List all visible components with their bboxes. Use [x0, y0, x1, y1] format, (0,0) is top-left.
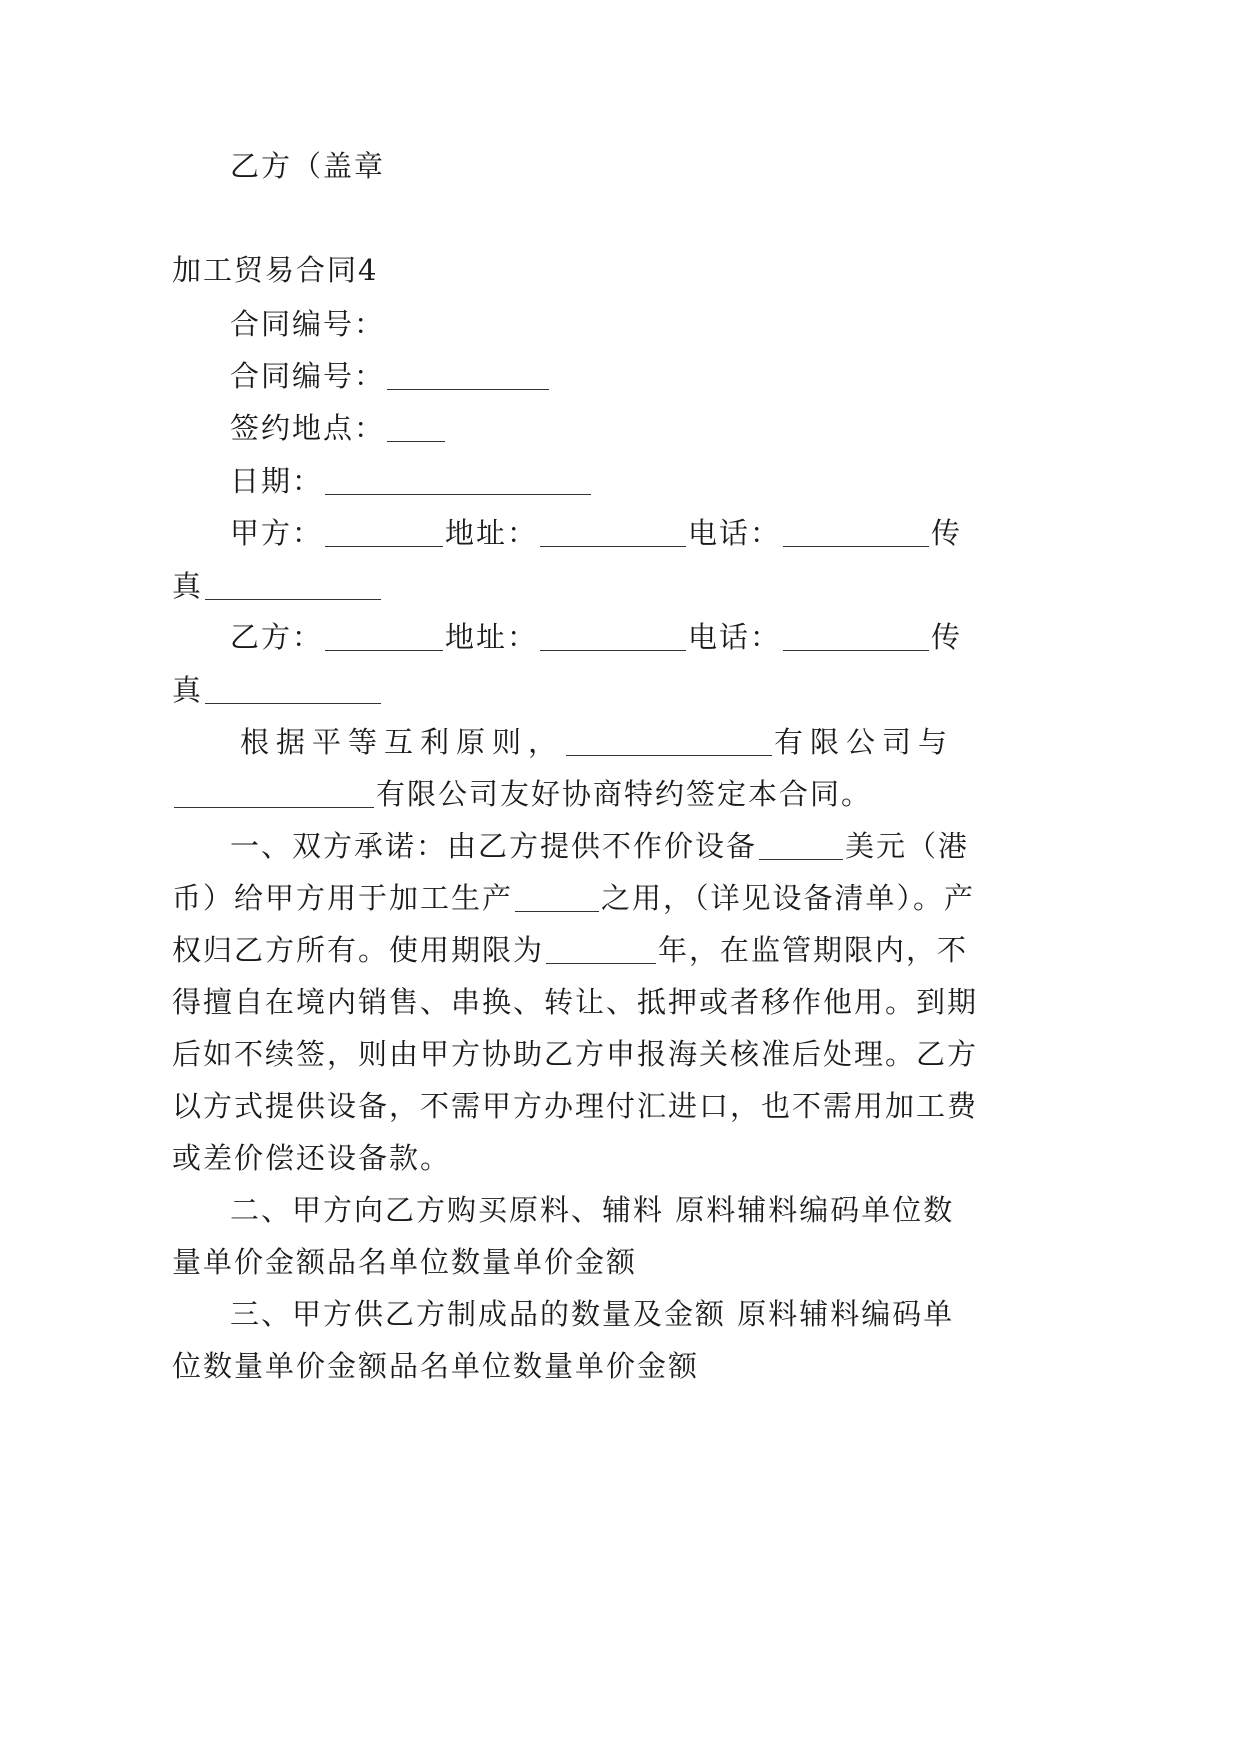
clause-1-line-1	[230, 826, 969, 866]
clause-1-line-5: 后如不续签，则由甲方协助乙方申报海关核准后处理。乙方	[172, 1037, 979, 1071]
party-a-address-label: 地址：	[445, 516, 539, 550]
clause-2-line-2: 量单价金额品名单位数量单价金额	[172, 1245, 638, 1279]
clause-3-line-2: 位数量单价金额品名单位数量单价金额	[172, 1349, 700, 1383]
date-row	[230, 461, 593, 501]
party-a-phone-label: 电话：	[688, 516, 782, 550]
date-blank	[325, 468, 591, 495]
clause-1-line-7: 或差价偿还设备款。	[172, 1141, 452, 1175]
party-a-fax-blank	[205, 573, 381, 600]
contract-number-row	[230, 356, 551, 396]
intro-company-b-blank	[174, 781, 374, 808]
party-a-fax-label-start: 传	[931, 516, 963, 550]
intro-principle: 根据平等互利原则，	[240, 725, 565, 759]
equipment-value-blank	[759, 833, 843, 860]
party-b-address-label: 地址：	[445, 620, 539, 654]
party-b-fax-label-end: 真	[172, 673, 204, 707]
intro-line-2	[172, 774, 872, 814]
intro-company-suffix: 有限公司与	[774, 725, 955, 759]
sign-place-blank	[387, 415, 445, 442]
sign-place-label: 签约地点：	[230, 411, 386, 445]
clause-1-text-3a: 权归乙方所有。使用期限为	[172, 933, 545, 967]
party-a-label: 甲方：	[230, 516, 324, 550]
party-b-fax-row	[172, 670, 383, 710]
party-b-row	[230, 617, 962, 657]
party-a-fax-row	[172, 566, 383, 606]
intro-agreement: 有限公司友好协商特约签定本合同。	[376, 777, 873, 811]
clause-1-line-4: 得擅自在境内销售、串换、转让、抵押或者移作他用。到期	[172, 985, 979, 1019]
clause-1-line-6: 以方式提供设备，不需甲方办理付汇进口，也不需用加工费	[172, 1089, 979, 1123]
date-label: 日期：	[230, 464, 324, 498]
document-title: 加工贸易合同4	[172, 253, 379, 287]
contract-number-label-2: 合同编号：	[230, 359, 386, 393]
party-b-fax-blank	[205, 677, 381, 704]
intro-company-a-blank	[566, 729, 772, 756]
party-b-address-blank	[540, 624, 686, 651]
clause-2-line-1: 二、甲方向乙方购买原料、辅料 原料辅料编码单位数	[230, 1193, 955, 1227]
party-a-address-blank	[540, 520, 686, 547]
party-b-name-blank	[325, 624, 443, 651]
party-b-label: 乙方：	[230, 620, 324, 654]
signature-party-b: 乙方（盖章	[230, 149, 386, 183]
party-a-row	[230, 513, 962, 553]
party-a-phone-blank	[783, 520, 929, 547]
clause-1-line-2	[172, 878, 975, 918]
party-a-name-blank	[325, 520, 443, 547]
party-a-fax-label-end: 真	[172, 569, 204, 603]
contract-number-label: 合同编号：	[230, 307, 386, 341]
sign-place-row	[230, 408, 447, 448]
clause-1-text-1b: 美元（港	[845, 829, 970, 863]
clause-1-line-3	[172, 930, 968, 970]
contract-number-blank	[387, 363, 549, 390]
party-b-phone-label: 电话：	[688, 620, 782, 654]
term-years-blank	[546, 937, 656, 964]
clause-3-line-1: 三、甲方供乙方制成品的数量及金额 原料辅料编码单	[230, 1297, 955, 1331]
production-blank	[515, 885, 599, 912]
party-b-phone-blank	[783, 624, 929, 651]
party-b-fax-label-start: 传	[931, 620, 963, 654]
clause-1-text-2b: 之用，（详见设备清单）。产	[601, 881, 976, 915]
clause-1-text-2a: 币）给甲方用于加工生产	[172, 881, 514, 915]
clause-1-text-1a: 一、双方承诺：由乙方提供不作价设备	[230, 829, 758, 863]
intro-line-1	[240, 722, 954, 762]
clause-1-text-3b: 年，在监管期限内，不	[658, 933, 969, 967]
